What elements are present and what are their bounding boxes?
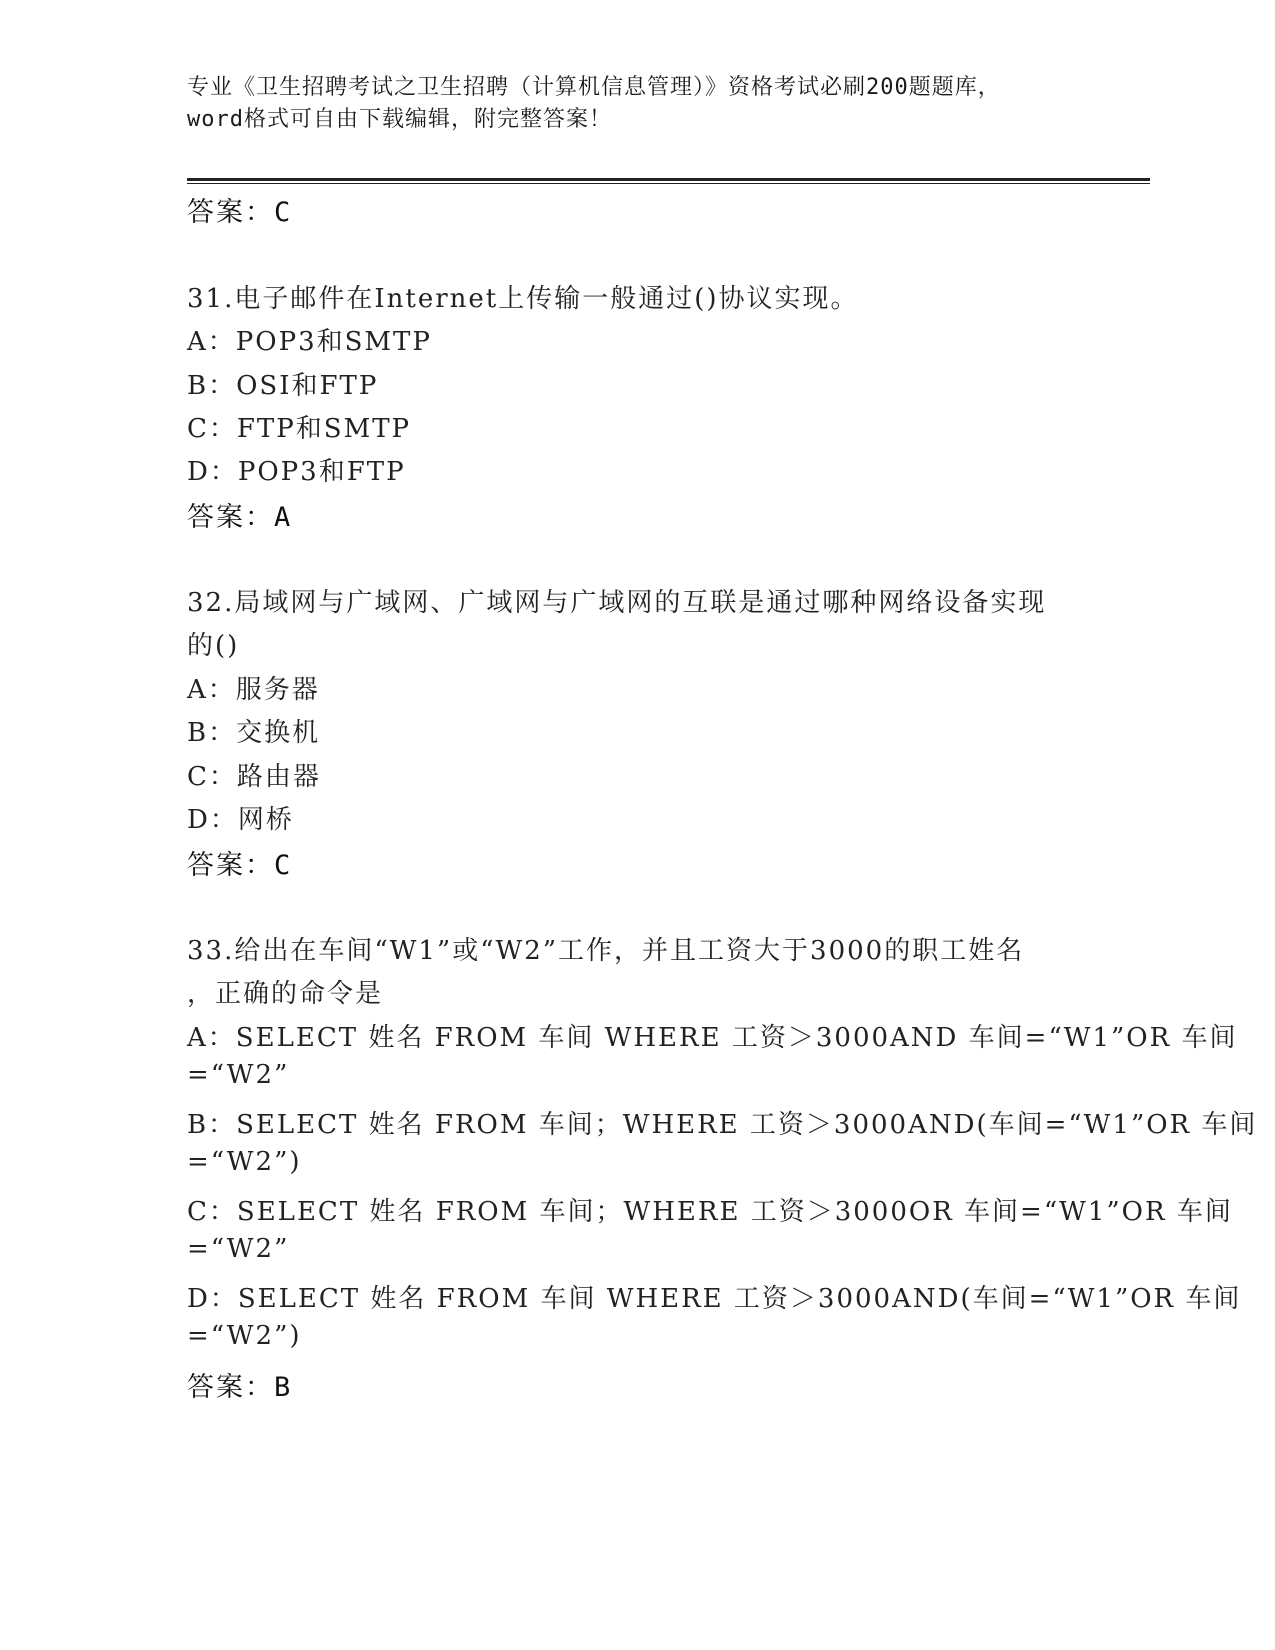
question-33-option-b-line-2: =“W2”)	[187, 1147, 302, 1177]
question-33-option-c-line-2: =“W2”	[187, 1234, 290, 1264]
question-33-option-a-line-1: A：SELECT 姓名 FROM 车间 WHERE 工资＞3000AND 车间=“W1”OR 车间	[187, 1023, 1238, 1053]
question-31-answer	[187, 495, 290, 534]
question-31-option-a: A：POP3和SMTP	[187, 327, 432, 357]
answer-label: 答案：	[187, 197, 274, 228]
question-33-option-b-line-1: B：SELECT 姓名 FROM 车间；WHERE 工资＞3000AND(车间=“W1”OR 车间	[187, 1110, 1258, 1140]
question-31-stem: 31.电子邮件在Internet上传输一般通过()协议实现。	[187, 284, 859, 314]
header-line-2: word格式可自由下载编辑，附完整答案！	[187, 107, 612, 132]
header-line-1: 专业《卫生招聘考试之卫生招聘（计算机信息管理）》资格考试必刷200题题库，	[187, 75, 1001, 100]
answer-line	[187, 190, 290, 229]
header-divider-thick	[187, 178, 1150, 181]
question-32-option-d: D：网桥	[187, 805, 294, 835]
question-33-stem-line-2: ，正确的命令是	[187, 979, 384, 1009]
question-32-option-a: A：服务器	[187, 675, 320, 705]
question-33-stem-line-1: 33.给出在车间“W1”或“W2”工作，并且工资大于3000的职工姓名	[187, 936, 1025, 966]
answer-value: C	[274, 197, 291, 228]
answer-label: 答案：	[187, 1372, 274, 1403]
answer-value: C	[274, 850, 291, 881]
question-33-option-c-line-1: C：SELECT 姓名 FROM 车间；WHERE 工资＞3000OR 车间=“W1”OR 车间	[187, 1197, 1233, 1227]
question-31-option-b: B：OSI和FTP	[187, 371, 379, 401]
answer-value: A	[274, 502, 291, 533]
header-divider-thin	[187, 183, 1150, 184]
question-33-option-d-line-2: =“W2”)	[187, 1321, 302, 1351]
question-32-option-b: B：交换机	[187, 718, 321, 748]
answer-label: 答案：	[187, 502, 274, 533]
answer-label: 答案：	[187, 850, 274, 881]
question-33-option-a-line-2: =“W2”	[187, 1060, 290, 1090]
question-32-answer	[187, 843, 290, 882]
question-32-stem-line-1: 32.局域网与广域网、广域网与广域网的互联是通过哪种网络设备实现	[187, 588, 1047, 618]
question-32-stem-line-2: 的()	[187, 631, 240, 661]
answer-value: B	[274, 1372, 291, 1403]
document-header	[187, 72, 1087, 136]
question-31-option-d: D：POP3和FTP	[187, 457, 406, 487]
question-31-option-c: C：FTP和SMTP	[187, 414, 412, 444]
question-33-answer	[187, 1365, 290, 1404]
question-32-option-c: C：路由器	[187, 762, 321, 792]
question-33-option-d-line-1: D：SELECT 姓名 FROM 车间 WHERE 工资＞3000AND(车间=“W1”OR 车间	[187, 1284, 1242, 1314]
